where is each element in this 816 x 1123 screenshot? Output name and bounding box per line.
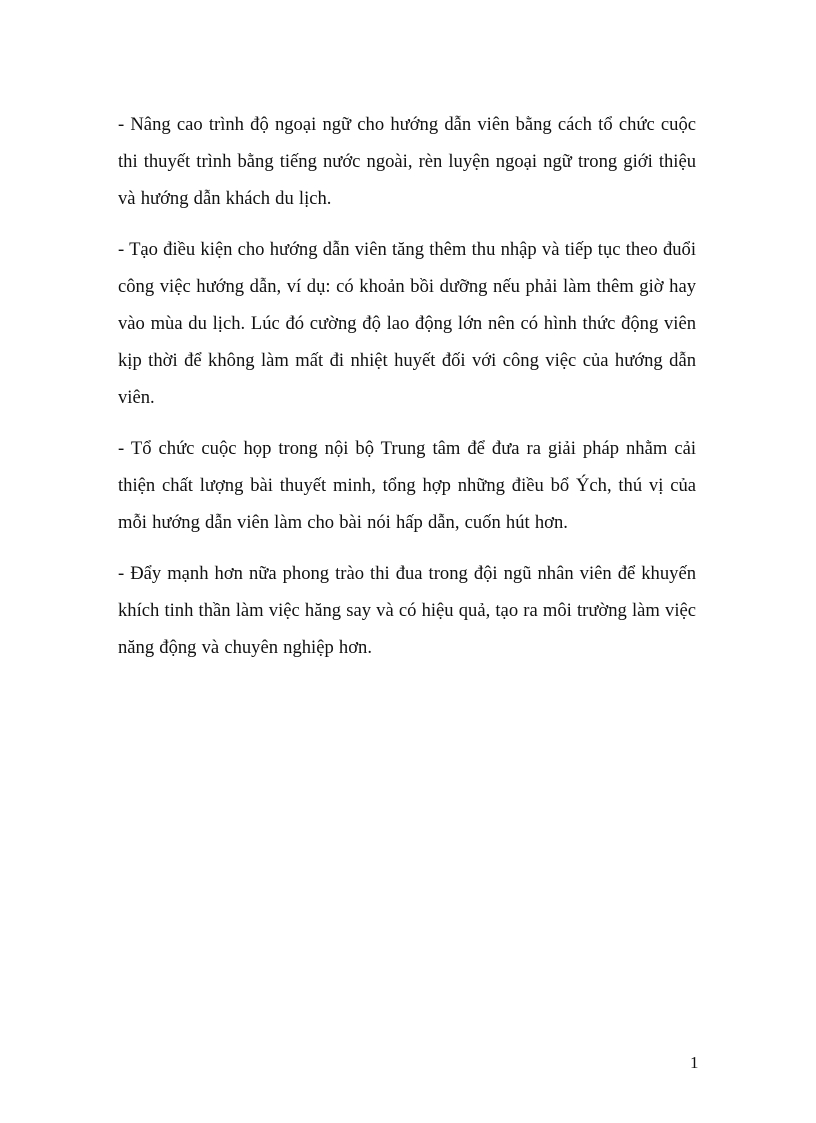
paragraph-income-support: - Tạo điều kiện cho hướng dẫn viên tăng thêm thu nhập và tiếp tục theo đuổi công việc hướng dẫn, ví dụ: có khoản bồi dưỡng nếu phải làm thêm giờ hay vào mùa du lịch. Lúc đó cường độ lao động lớn nên có hình thức động viên kịp thời để không làm mất đi nhiệt huyết đối với công việc của hướng dẫn viên.	[118, 239, 696, 408]
page-number: 1	[690, 1053, 699, 1072]
paragraph-foreign-language-training: - Nâng cao trình độ ngoại ngữ cho hướng dẫn viên bằng cách tổ chức cuộc thi thuyết trình bằng tiếng nước ngoài, rèn luyện ngoại ngữ trong giới thiệu và hướng dẫn khách du lịch.	[118, 114, 696, 209]
paragraph-internal-meeting: - Tổ chức cuộc họp trong nội bộ Trung tâm để đưa ra giải pháp nhằm cải thiện chất lượng bài thuyết minh, tổng hợp những điều bổ Ých, thú vị của mỗi hướng dẫn viên làm cho bài nói hấp dẫn, cuốn hút hơn.	[118, 438, 696, 533]
document-body	[118, 106, 696, 680]
paragraph-emulation-movement: - Đẩy mạnh hơn nữa phong trào thi đua trong đội ngũ nhân viên để khuyến khích tinh thần làm việc hăng say và có hiệu quả, tạo ra môi trường làm việc năng động và chuyên nghiệp hơn.	[118, 563, 696, 658]
